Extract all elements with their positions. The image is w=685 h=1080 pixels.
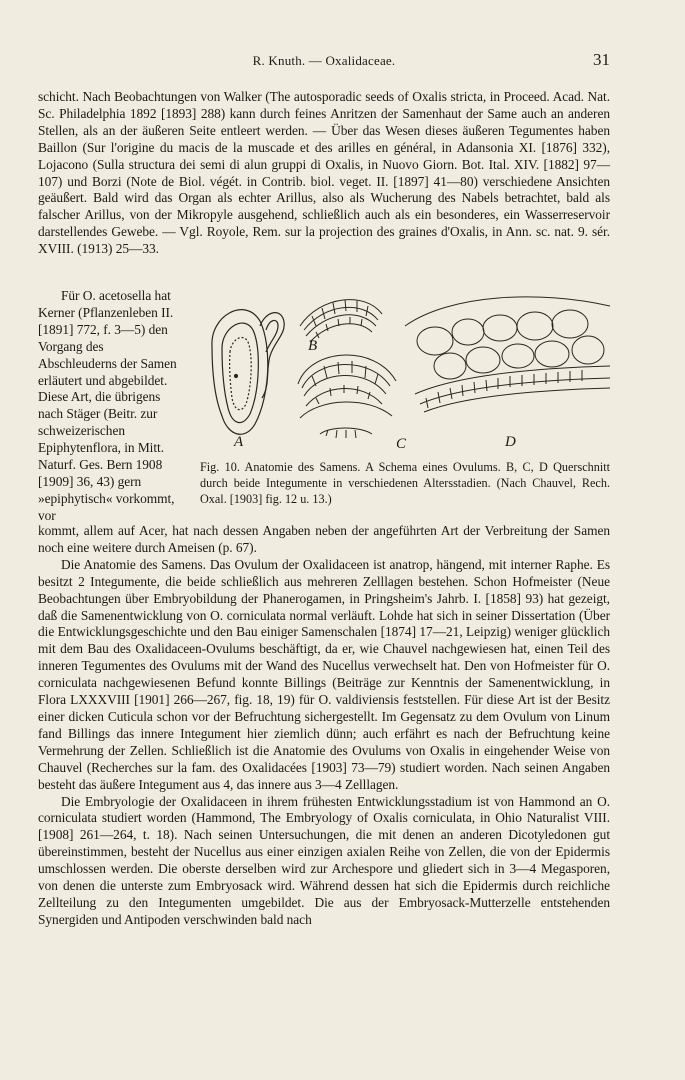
wrapped-text-column: [38, 288, 184, 525]
figure-caption: Fig. 10. Anatomie des Samens. A Schema eines Ovulums. B, C, D Querschnitt durch beide Integumente in verschiedenen Altersstadien. (Nach Chauvel, Rech. Oxal. [1903] fig. 12 u. 13.): [200, 460, 610, 506]
paragraph-embryologie: Die Embryologie der Oxalidaceen in ihrem frühesten Entwicklungsstadium ist von Hammond an O. corniculata studiert worden (Hammond, The Embryology of Oxalis corniculata, in Ohio Naturalist VIII. [1908] 261—264, t. 18). Nach seinen Untersuchungen, die mit denen an anderen Dicotyledonen gut übereinstimmen, besteht der Nucellus aus einer einzigen axialen Reihe von Zellen, die von der Epidermis umschlossen werden. Die oberste derselben wird zur Archespore und gliedert sich in 3—4 Megasporen, von denen die unterste zum Embryosack wird. Während dessen hat sich die Epidermis durch reichliche Zellteilung zu den Integumenten umgebildet. Die aus der Embryosack-Mutterzelle entstehenden Synergiden und Antipoden verschwinden bald nach: [38, 793, 610, 927]
paragraph-arillus-discussion: [38, 89, 610, 258]
paragraph-anatomie-des-samens: Die Anatomie des Samens. Das Ovulum der Oxalidaceen ist anatrop, hängend, mit interner Raphe. Es besitzt 2 Integumente, die beide schließlich aus mehreren Zelllagen bestehen. Schon Hofmeister (Neue Beobachtungen über Embryobildung der Phanerogamen, in Pringsheim's Jahrb. I. [1858] 93) hat gezeigt, daß die Samenentwicklung von O. corniculata normal verläuft. Lohde hat sich in seiner Dissertation (Über die Entwicklungsgeschichte und den Bau einiger Samenschalen [1874] 17—21, Leipzig) weniger glücklich mit dem Bau des Oxalidaceen-Ovulums beschäftigt, da er, wie Chauvel nachgewiesen hat, einen Teil des inneren Tegumentes des Ovulums mit der Wand des Nucellus verwechselt hat. Den von Hofmeister für O. corniculata nachgewiesenen Befund konnte Billings (Beiträge zur Kenntnis der Samenentwicklung, in Flora LXXXVIII [1901] 266—267, fig. 18, 19) für O. valdiviensis feststellen. Für diese Art ist der Besitz einer dicken Cuticula schon vor der Befruchtung sichergestellt. Im Gegensatz zu dem Ovulum von Linum fand Billings das innere Integument hier ziemlich dünn; auch erfährt es nach der Befruchtung keine Vermehrung der Zellen. Schließlich ist die Anatomie des Ovulums von Oxalis in eingehender Weise von Chauvel (Recherches sur la fam. des Oxalidacées [1903] 73—79) studiert worden. Nach seinen Angaben besteht das äußere Integument aus 4, das innere aus 3—4 Zelllagen.: [38, 556, 610, 792]
page-number: 31: [593, 50, 610, 69]
main-text-anatomy: [38, 523, 610, 929]
figure-seed-anatomy: [200, 286, 610, 522]
cross-section-d: [405, 297, 610, 412]
paragraph-continuation: kommt, allem auf Acer, hat nach dessen Angaben neben der angeführten Art der Verbreitung der Samen noch eine weitere durch Ameisen (p. 67).: [38, 523, 610, 555]
figure-label-b: B: [308, 338, 318, 354]
figure-label-a: A: [234, 434, 244, 450]
cross-section-c: [298, 355, 396, 438]
cross-section-b: [300, 300, 382, 342]
paragraph: schicht. Nach Beobachtungen von Walker (The autosporadic seeds of Oxalis stricta, in Proceed. Acad. Nat. Sc. Philadelphia 1892 [1893] 288) kann durch feines Anritzen der Samenhaut der Same auch an anderen Stellen, als an der äußeren Seite entleert werden. — Über das Wesen dieses äußeren Tegumentes haben Baillon (Sur l'origine du macis de la muscade et des arilles en général, in Adansonia XI. [1876] 332), Lojacono (Sulla structura dei semi di alun gruppi di Oxalis, in Nuovo Giorn. Bot. Ital. XIV. [1882] 97—107) und Borzi (Note de Biol. végét. in Contrib. biol. veget. II. [1897] 41—80) verschiedene Ansichten geäußert. Bald wird das Organ als echter Arillus, also als Wucherung des Nabels betrachtet, bald als falscher Arillus, von der Mikropyle ausgehend, schließlich auch als ein besonderes, ein Wasserreservoir darstellendes Gewebe. — Vgl. Royole, Rem. sur la projection des graines d'Oxalis, in Ann. sc. nat. 9. sér. XVIII. (1913) 25—33.: [38, 89, 610, 257]
page-header: [38, 50, 610, 72]
figure-label-d: D: [505, 434, 516, 450]
ovulum-schema-a: [212, 310, 284, 435]
seed-anatomy-illustration: [200, 286, 610, 456]
running-head: R. Knuth. — Oxalidaceae.: [252, 53, 396, 68]
paragraph-acetosella: Für O. acetosella hat Kerner (Pflanzenleben II. [1891] 772, f. 3—5) den Vorgang des Abschleuderns der Samen erläutert und abgebildet. Diese Art, die übrigens nach Stäger (Beitr. zur schweizerischen Epiphytenflora, in Mitt. Naturf. Ges. Bern 1908 [1909] 36, 43) gern »epiphytisch« vorkommt, vor: [38, 288, 177, 523]
figure-label-c: C: [396, 436, 407, 452]
